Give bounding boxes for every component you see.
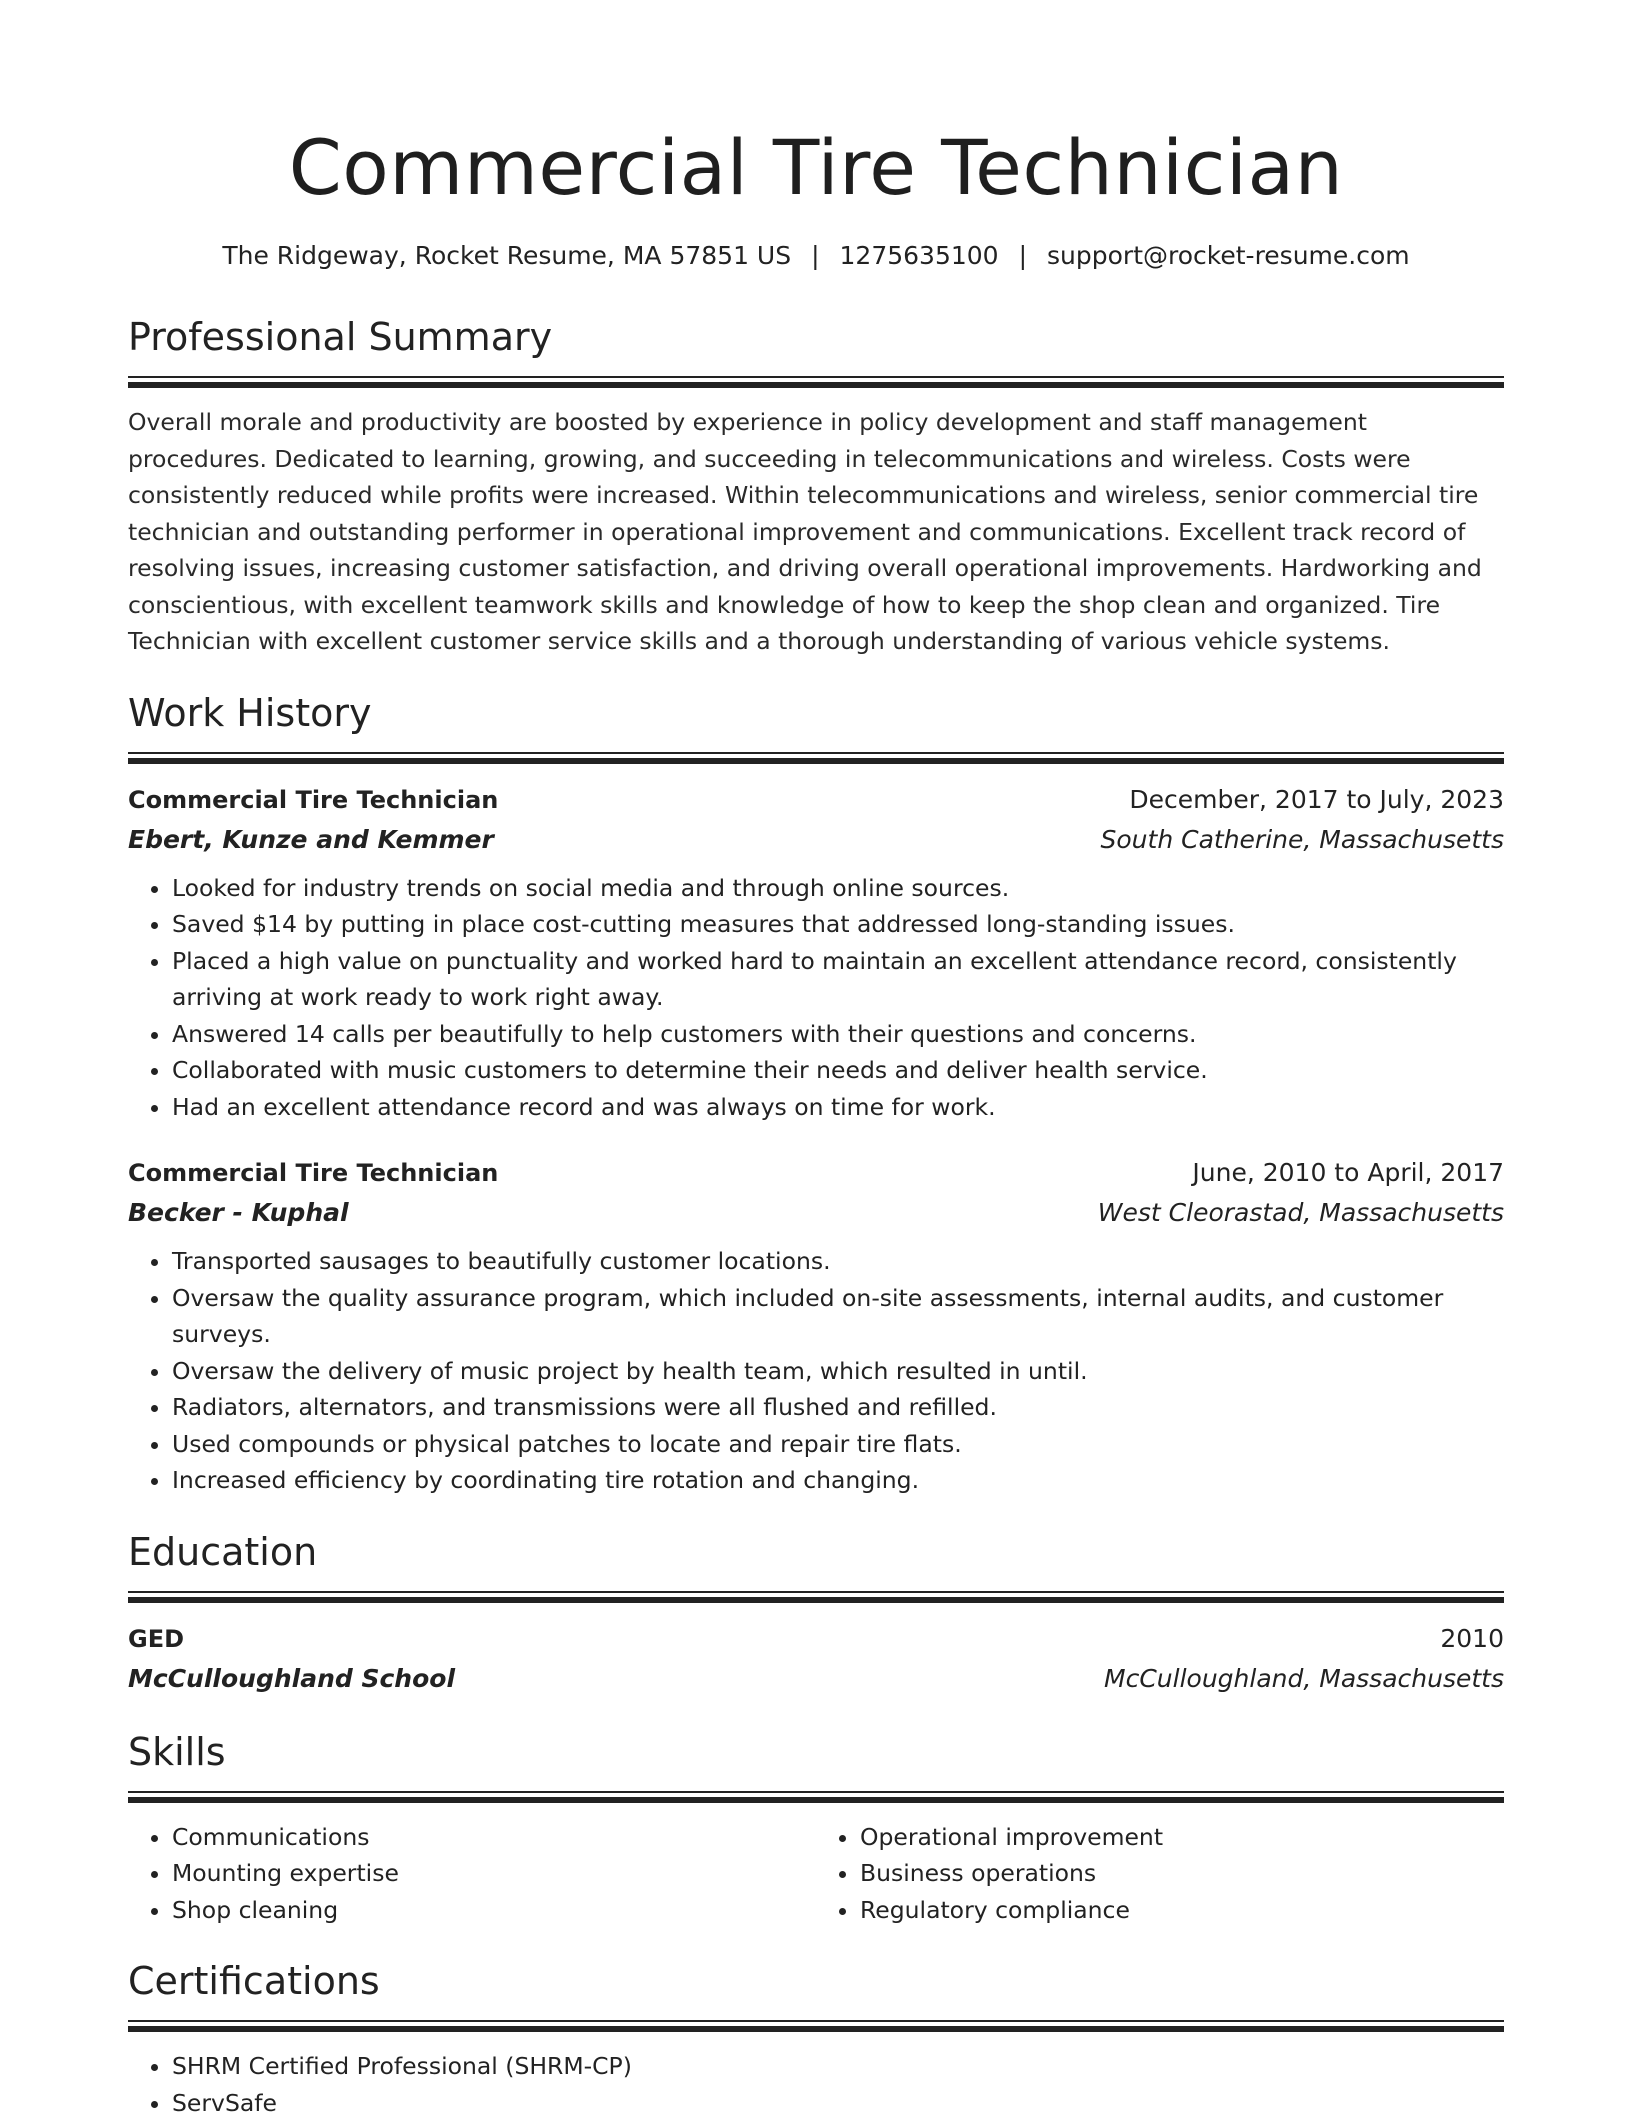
education-heading: Education [128, 1527, 1504, 1577]
job-dates: June, 2010 to April, 2017 [1192, 1153, 1504, 1193]
list-item: • Oversaw the quality assurance program, which included on-site assessments, internal audits, and customer surveys. [172, 1280, 1504, 1353]
summary-section [128, 312, 1504, 660]
contact-phone: 1275635100 [840, 241, 999, 270]
job-header [128, 780, 1504, 820]
list-item: • Shop cleaning [172, 1892, 816, 1929]
education-degree: GED [128, 1619, 184, 1659]
job-subheader [128, 1193, 1504, 1233]
list-item: • Used compounds or physical patches to locate and repair tire flats. [172, 1426, 1504, 1463]
job-location: South Catherine, Massachusetts [1101, 820, 1504, 860]
contact-email: support@rocket-resume.com [1047, 241, 1410, 270]
skills-section [128, 1727, 1504, 1929]
certifications-section [128, 1956, 1504, 2121]
list-item: • ServSafe [172, 2085, 1504, 2121]
job-bullets [128, 1243, 1504, 1499]
job-dates: December, 2017 to July, 2023 [1129, 780, 1504, 820]
section-divider [128, 1791, 1504, 1803]
list-item: • Communications [172, 1819, 816, 1856]
job-company: Ebert, Kunze and Kemmer [128, 820, 494, 860]
list-item: • Answered 14 calls per beautifully to help customers with their questions and concerns. [172, 1016, 1504, 1053]
list-item: • Placed a high value on punctuality and worked hard to maintain an excellent attendance record, consistently arriving at work ready to work right away. [172, 943, 1504, 1016]
job-subheader [128, 820, 1504, 860]
list-item: • Oversaw the delivery of music project by health team, which resulted in until. [172, 1353, 1504, 1390]
job-header [128, 1153, 1504, 1193]
contact-line [128, 238, 1504, 274]
summary-heading: Professional Summary [128, 312, 1504, 362]
contact-address: The Ridgeway, Rocket Resume, MA 57851 US [222, 241, 791, 270]
work-history-heading: Work History [128, 688, 1504, 738]
skills-list-left [128, 1819, 816, 1929]
skills-heading: Skills [128, 1727, 1504, 1777]
job-entry [128, 1153, 1504, 1499]
certifications-heading: Certifications [128, 1956, 1504, 2006]
contact-separator: | [999, 241, 1047, 270]
list-item: • Regulatory compliance [860, 1892, 1504, 1929]
section-divider [128, 752, 1504, 764]
summary-text: Overall morale and productivity are boosted by experience in policy development and staff management procedures. Dedicated to learning, growing, and succeeding in telecommunications and wireless. Costs were consistently reduced while profits were increased. Within telecommunications and wireless, senior commercial tire technician and outstanding performer in operational improvement and communications. Excellent track record of resolving issues, increasing customer satisfaction, and driving overall operational improvements. Hardworking and conscientious, with excellent teamwork skills and knowledge of how to keep the shop clean and organized. Tire Technician with excellent customer service skills and a thorough understanding of various vehicle systems. [128, 404, 1504, 660]
list-item: • Operational improvement [860, 1819, 1504, 1856]
job-location: West Cleorastad, Massachusetts [1098, 1193, 1504, 1233]
skills-list-right [816, 1819, 1504, 1929]
resume-title: Commercial Tire Technician [128, 0, 1504, 218]
education-subheader [128, 1659, 1504, 1699]
skills-columns [128, 1819, 1504, 1929]
work-history-section [128, 688, 1504, 1499]
list-item: • Looked for industry trends on social media and through online sources. [172, 870, 1504, 907]
job-bullets [128, 870, 1504, 1126]
section-divider [128, 1591, 1504, 1603]
list-item: • Business operations [860, 1855, 1504, 1892]
section-divider [128, 2020, 1504, 2032]
education-location: McCulloughland, Massachusetts [1104, 1659, 1504, 1699]
certifications-list [128, 2048, 1504, 2121]
education-section [128, 1527, 1504, 1699]
job-title: Commercial Tire Technician [128, 780, 498, 820]
list-item: • Transported sausages to beautifully customer locations. [172, 1243, 1504, 1280]
list-item: • Mounting expertise [172, 1855, 816, 1892]
list-item: • Radiators, alternators, and transmissions were all flushed and refilled. [172, 1389, 1504, 1426]
list-item: • Saved $14 by putting in place cost-cutting measures that addressed long-standing issues. [172, 906, 1504, 943]
section-divider [128, 376, 1504, 388]
contact-separator: | [791, 241, 839, 270]
list-item: • Increased efficiency by coordinating tire rotation and changing. [172, 1462, 1504, 1499]
education-school: McCulloughland School [128, 1659, 455, 1699]
list-item: • SHRM Certified Professional (SHRM-CP) [172, 2048, 1504, 2085]
job-title: Commercial Tire Technician [128, 1153, 498, 1193]
job-company: Becker - Kuphal [128, 1193, 349, 1233]
list-item: • Had an excellent attendance record and was always on time for work. [172, 1089, 1504, 1126]
education-year: 2010 [1440, 1619, 1504, 1659]
education-header [128, 1619, 1504, 1659]
job-entry [128, 780, 1504, 1126]
list-item: • Collaborated with music customers to determine their needs and deliver health service. [172, 1052, 1504, 1089]
